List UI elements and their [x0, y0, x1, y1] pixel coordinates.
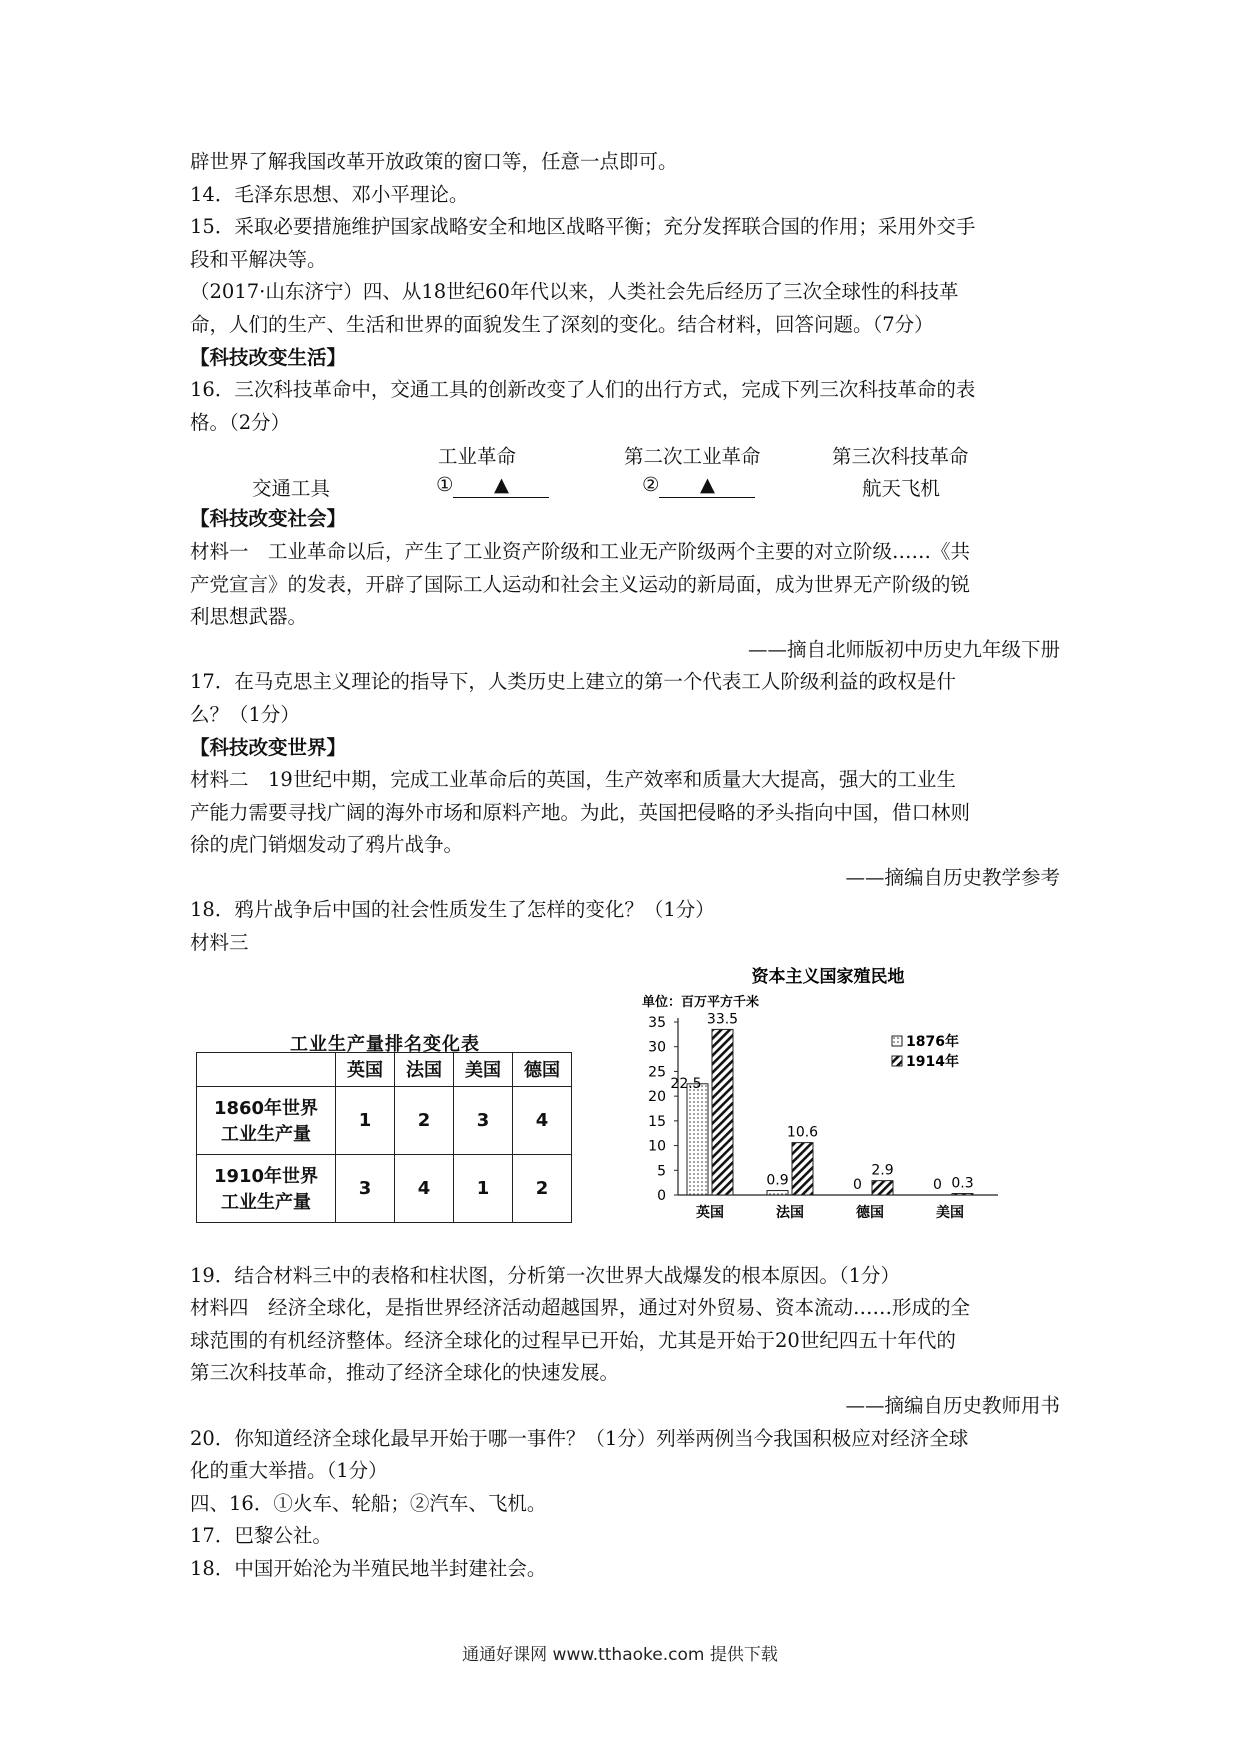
data-label: 33.5: [706, 1011, 739, 1028]
question-18: 18．鸦片战争后中国的社会性质发生了怎样的变化？（1分）: [190, 898, 715, 922]
table-cell: 2: [395, 1086, 454, 1154]
text-line: 命，人们的生产、生活和世界的面貌发生了深刻的变化。结合材料，回答问题。（7分）: [190, 312, 934, 336]
row-label: 1910年世界 工业生产量: [197, 1154, 336, 1222]
table-cell: 4: [513, 1086, 572, 1154]
data-label: 22.5: [670, 1075, 702, 1092]
answer-18: 18．中国开始沦为半殖民地半封建社会。: [190, 1557, 547, 1580]
bar-1914年-美国: [952, 1193, 973, 1194]
blank-1[interactable]: ① ▲: [436, 473, 549, 498]
section-intro: （2017·山东济宁）四、从18世纪60年代以来，人类社会先后经历了三次全球性的科技革: [190, 280, 959, 304]
material-4: 材料四 经济全球化，是指世界经济活动超越国界，通过对外贸易、资本流动……形成的全: [190, 1296, 971, 1320]
answer-16: 四、16．①火车、轮船；②汽车、飞机。: [190, 1491, 547, 1515]
data-label: 0.9: [766, 1172, 789, 1189]
y-tick-label: 0: [657, 1187, 666, 1204]
col-header-2: 第二次工业革命: [624, 445, 761, 469]
material-3: [190, 960, 1060, 1260]
table-cell: 3: [336, 1154, 395, 1222]
bar-1876年-英国: [687, 1083, 708, 1194]
material-1: 材料一 工业革命以后，产生了工业资产阶级和工业无产阶级两个主要的对立阶级……《共: [190, 539, 971, 563]
data-label: 0.3: [951, 1175, 974, 1192]
material-2: 材料二 19世纪中期，完成工业革命后的英国，生产效率和质量大大提高，强大的工业生: [190, 768, 956, 792]
text-line: 化的重大举措。（1分）: [190, 1459, 388, 1483]
bar-1914年-英国: [712, 1029, 733, 1195]
heading-tech-life: 【科技改变生活】: [190, 345, 347, 369]
question-19: 19．结合材料三中的表格和柱状图，分析第一次世界大战爆发的根本原因。（1分）: [190, 1263, 900, 1287]
bar-1876年-法国: [767, 1190, 788, 1194]
industry-table-title: 工业生产量排名变化表: [290, 1033, 480, 1055]
text-line: 格。（2分）: [190, 410, 291, 434]
heading-tech-society: 【科技改变社会】: [190, 507, 347, 531]
table-cell: 3: [454, 1086, 513, 1154]
y-tick-label: 20: [648, 1088, 666, 1105]
question-17: 17．在马克思主义理论的指导下，人类历史上建立的第一个代表工人阶级利益的政权是什: [190, 670, 956, 694]
corner-cell: [197, 1052, 336, 1086]
transport-table: [190, 439, 1060, 503]
table-cell: 2: [513, 1154, 572, 1222]
legend-swatch: [892, 1056, 902, 1066]
text-line: 徐的虎门销烟发动了鸦片战争。: [190, 833, 464, 857]
x-tick-label: 美国: [936, 1204, 964, 1220]
text-line: 产党宣言》的发表，开辟了国际工人运动和社会主义运动的新局面，成为世界无产阶级的锐: [190, 572, 971, 596]
blank-2[interactable]: ② ▲: [642, 473, 755, 498]
text-line: 产能力需要寻找广阔的海外市场和原料产地。为此，英国把侵略的矛头指向中国，借口林则: [190, 800, 971, 824]
table-header: 法国: [395, 1052, 454, 1086]
colony-bar-chart: [628, 960, 1028, 1220]
question-16: 16．三次科技革命中，交通工具的创新改变了人们的出行方式，完成下列三次科技革命的表: [190, 378, 976, 402]
y-tick-label: 35: [648, 1014, 666, 1031]
source-note: ——摘编自历史教学参考: [845, 865, 1060, 889]
table-cell: 1: [454, 1154, 513, 1222]
data-label: 2.9: [871, 1162, 894, 1179]
y-tick-label: 5: [657, 1162, 666, 1179]
legend-label: 1914年: [906, 1053, 959, 1070]
bar-1914年-德国: [872, 1180, 893, 1194]
triangle-mark: ▲: [659, 473, 755, 498]
industry-ranking-table: [196, 1052, 572, 1223]
table-row: [197, 1086, 572, 1154]
x-tick-label: 德国: [856, 1204, 884, 1220]
row-label: 1860年世界 工业生产量: [197, 1086, 336, 1154]
chart-title: 资本主义国家殖民地: [751, 966, 905, 987]
heading-tech-world: 【科技改变世界】: [190, 735, 347, 759]
question-20: 20．你知道经济全球化最早开始于哪一事件？（1分）列举两例当今我国积极应对经济全球: [190, 1426, 969, 1450]
row-label: 交通工具: [252, 477, 331, 501]
unit-label: 单位：百万平方千米: [642, 994, 760, 1010]
text-line: 辟世界了解我国改革开放政策的窗口等，任意一点即可。: [190, 150, 678, 173]
text-line: 球范围的有机经济整体。经济全球化的过程早已开始，尤其是开始于20世纪四五十年代的: [190, 1328, 956, 1352]
x-tick-label: 法国: [776, 1204, 804, 1220]
text-line: 么？（1分）: [190, 702, 300, 726]
table-header: 德国: [513, 1052, 572, 1086]
y-tick-label: 15: [648, 1113, 666, 1130]
legend-label: 1876年: [906, 1033, 959, 1050]
table-row: [197, 1154, 572, 1222]
text-line: 利思想武器。: [190, 605, 308, 629]
material-3-label: 材料三: [190, 931, 249, 955]
answer-14: 14．毛泽东思想、邓小平理论。: [190, 182, 469, 206]
bar-1914年-法国: [792, 1142, 813, 1194]
col-header-1: 工业革命: [438, 445, 517, 469]
data-label: 0: [933, 1176, 942, 1193]
footer-watermark: 通通好课网 www.tthaoke.com 提供下载: [462, 1645, 778, 1665]
answer-15: 15．采取必要措施维护国家战略安全和地区战略平衡；充分发挥联合国的作用；采用外交手: [190, 215, 976, 239]
table-header: 美国: [454, 1052, 513, 1086]
col-header-3: 第三次科技革命: [832, 445, 969, 469]
text-line: 段和平解决等。: [190, 247, 327, 271]
triangle-mark: ▲: [453, 473, 549, 498]
source-note: ——摘自北师版初中历史九年级下册: [747, 637, 1060, 661]
data-label: 10.6: [786, 1124, 819, 1141]
cell-space-shuttle: 航天飞机: [862, 477, 941, 501]
x-tick-label: 英国: [696, 1204, 724, 1220]
legend-swatch: [892, 1036, 902, 1046]
y-tick-label: 30: [648, 1039, 666, 1056]
table-cell: 1: [336, 1086, 395, 1154]
source-note: ——摘编自历史教师用书: [845, 1394, 1060, 1418]
y-tick-label: 25: [648, 1064, 666, 1081]
data-label: 0: [853, 1176, 862, 1193]
y-tick-label: 10: [648, 1138, 666, 1155]
table-header: 英国: [336, 1052, 395, 1086]
table-cell: 4: [395, 1154, 454, 1222]
text-line: 第三次科技革命，推动了经济全球化的快速发展。: [190, 1361, 620, 1385]
answer-17: 17．巴黎公社。: [190, 1524, 332, 1548]
document-page: [190, 146, 1060, 1586]
